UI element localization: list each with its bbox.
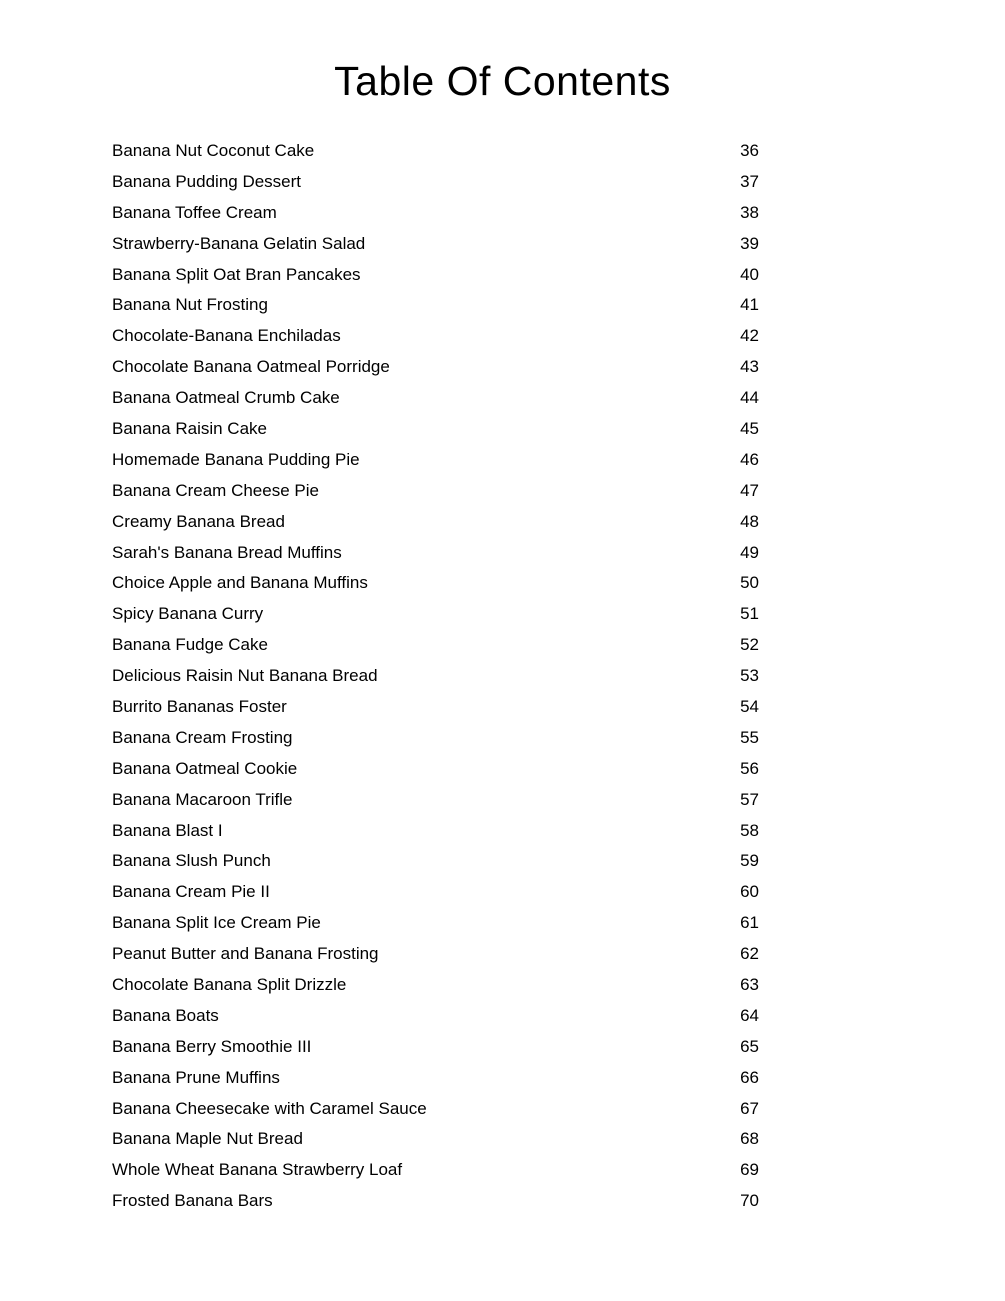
toc-entry xyxy=(112,351,759,382)
toc-entry xyxy=(112,320,759,351)
toc-entry-title: Choice Apple and Banana Muffins xyxy=(112,573,368,593)
toc-entry-title: Banana Toffee Cream xyxy=(112,202,277,222)
toc-entry-title: Banana Prune Muffins xyxy=(112,1067,280,1087)
toc-entry-title: Banana Pudding Dessert xyxy=(112,171,302,191)
toc-entry-title: Delicious Raisin Nut Banana Bread xyxy=(112,666,378,686)
toc-entry-title: Spicy Banana Curry xyxy=(112,604,264,624)
toc-entry-title: Banana Oatmeal Cookie xyxy=(112,758,298,778)
toc-entry-page-number: 52 xyxy=(740,635,759,655)
toc-entry-title: Banana Nut Coconut Cake xyxy=(112,140,315,160)
toc-entry xyxy=(112,1062,759,1093)
toc-entry-page-number: 67 xyxy=(740,1098,759,1118)
toc-entry-page-number: 54 xyxy=(740,696,759,716)
toc-entry xyxy=(112,1124,759,1155)
toc-entry-page-number: 68 xyxy=(740,1129,759,1149)
toc-entry-page-number: 36 xyxy=(740,140,759,160)
toc-entry xyxy=(112,567,759,598)
toc-entry xyxy=(112,722,759,753)
toc-entry-page-number: 37 xyxy=(740,171,759,191)
toc-entry-page-number: 44 xyxy=(740,388,759,408)
toc-entry-page-number: 48 xyxy=(740,511,759,531)
toc-entry-page-number: 58 xyxy=(740,820,759,840)
toc-list xyxy=(112,135,759,1216)
toc-entry-page-number: 49 xyxy=(740,542,759,562)
toc-entry xyxy=(112,475,759,506)
toc-entry xyxy=(112,135,759,166)
toc-entry xyxy=(112,691,759,722)
toc-entry-title: Frosted Banana Bars xyxy=(112,1191,273,1211)
toc-entry-page-number: 38 xyxy=(740,202,759,222)
toc-entry xyxy=(112,784,759,815)
toc-entry-page-number: 42 xyxy=(740,326,759,346)
toc-entry-page-number: 70 xyxy=(740,1191,759,1211)
toc-entry xyxy=(112,598,759,629)
toc-entry-page-number: 57 xyxy=(740,789,759,809)
toc-entry xyxy=(112,1000,759,1031)
toc-entry xyxy=(112,259,759,290)
toc-entry xyxy=(112,629,759,660)
toc-entry xyxy=(112,1185,759,1216)
toc-entry-page-number: 64 xyxy=(740,1005,759,1025)
toc-entry-title: Banana Cream Cheese Pie xyxy=(112,480,319,500)
toc-entry-title: Banana Berry Smoothie III xyxy=(112,1036,312,1056)
toc-entry xyxy=(112,969,759,1000)
toc-entry-title: Chocolate Banana Oatmeal Porridge xyxy=(112,357,390,377)
toc-entry-title: Whole Wheat Banana Strawberry Loaf xyxy=(112,1160,403,1180)
toc-entry xyxy=(112,1154,759,1185)
toc-entry-page-number: 53 xyxy=(740,666,759,686)
toc-entry-title: Banana Boats xyxy=(112,1005,219,1025)
toc-entry-title: Banana Cream Frosting xyxy=(112,727,293,747)
toc-entry xyxy=(112,938,759,969)
toc-entry-page-number: 56 xyxy=(740,758,759,778)
toc-entry-title: Strawberry-Banana Gelatin Salad xyxy=(112,233,366,253)
toc-entry xyxy=(112,506,759,537)
toc-entry-page-number: 46 xyxy=(740,449,759,469)
toc-entry xyxy=(112,228,759,259)
toc-entry-title: Banana Split Oat Bran Pancakes xyxy=(112,264,361,284)
toc-entry-title: Banana Nut Frosting xyxy=(112,295,268,315)
toc-entry xyxy=(112,289,759,320)
toc-entry-title: Chocolate-Banana Enchiladas xyxy=(112,326,341,346)
toc-entry xyxy=(112,660,759,691)
toc-entry-page-number: 69 xyxy=(740,1160,759,1180)
toc-entry-title: Peanut Butter and Banana Frosting xyxy=(112,944,379,964)
toc-entry-title: Banana Cheesecake with Caramel Sauce xyxy=(112,1098,427,1118)
toc-entry-title: Sarah's Banana Bread Muffins xyxy=(112,542,342,562)
toc-entry-page-number: 66 xyxy=(740,1067,759,1087)
toc-entry-title: Banana Raisin Cake xyxy=(112,418,267,438)
toc-entry xyxy=(112,197,759,228)
toc-entry xyxy=(112,1031,759,1062)
toc-entry-title: Banana Blast I xyxy=(112,820,223,840)
toc-entry xyxy=(112,845,759,876)
toc-entry-title: Banana Slush Punch xyxy=(112,851,271,871)
toc-entry xyxy=(112,815,759,846)
toc-entry-title: Banana Maple Nut Bread xyxy=(112,1129,303,1149)
toc-entry-title: Banana Fudge Cake xyxy=(112,635,268,655)
toc-entry xyxy=(112,907,759,938)
toc-entry xyxy=(112,876,759,907)
toc-entry-page-number: 51 xyxy=(740,604,759,624)
toc-entry xyxy=(112,382,759,413)
toc-entry xyxy=(112,413,759,444)
page-title: Table Of Contents xyxy=(334,58,671,104)
toc-entry-page-number: 50 xyxy=(740,573,759,593)
toc-entry xyxy=(112,1093,759,1124)
toc-entry-page-number: 43 xyxy=(740,357,759,377)
toc-entry-page-number: 41 xyxy=(740,295,759,315)
toc-entry-page-number: 47 xyxy=(740,480,759,500)
toc-entry-page-number: 45 xyxy=(740,418,759,438)
toc-entry-page-number: 40 xyxy=(740,264,759,284)
toc-entry-page-number: 59 xyxy=(740,851,759,871)
toc-entry-page-number: 39 xyxy=(740,233,759,253)
toc-entry-page-number: 65 xyxy=(740,1036,759,1056)
toc-entry-page-number: 62 xyxy=(740,944,759,964)
toc-entry-title: Creamy Banana Bread xyxy=(112,511,285,531)
toc-entry-title: Chocolate Banana Split Drizzle xyxy=(112,974,347,994)
toc-entry-title: Banana Split Ice Cream Pie xyxy=(112,913,321,933)
toc-entry-page-number: 63 xyxy=(740,974,759,994)
toc-entry-title: Homemade Banana Pudding Pie xyxy=(112,449,360,469)
toc-entry xyxy=(112,444,759,475)
toc-entry-title: Banana Cream Pie II xyxy=(112,882,270,902)
toc-entry-title: Banana Oatmeal Crumb Cake xyxy=(112,388,340,408)
toc-entry-page-number: 61 xyxy=(740,913,759,933)
toc-entry-page-number: 55 xyxy=(740,727,759,747)
toc-entry xyxy=(112,753,759,784)
toc-entry xyxy=(112,166,759,197)
toc-entry-page-number: 60 xyxy=(740,882,759,902)
toc-entry xyxy=(112,537,759,568)
toc-entry-title: Burrito Bananas Foster xyxy=(112,696,287,716)
toc-entry-title: Banana Macaroon Trifle xyxy=(112,789,293,809)
